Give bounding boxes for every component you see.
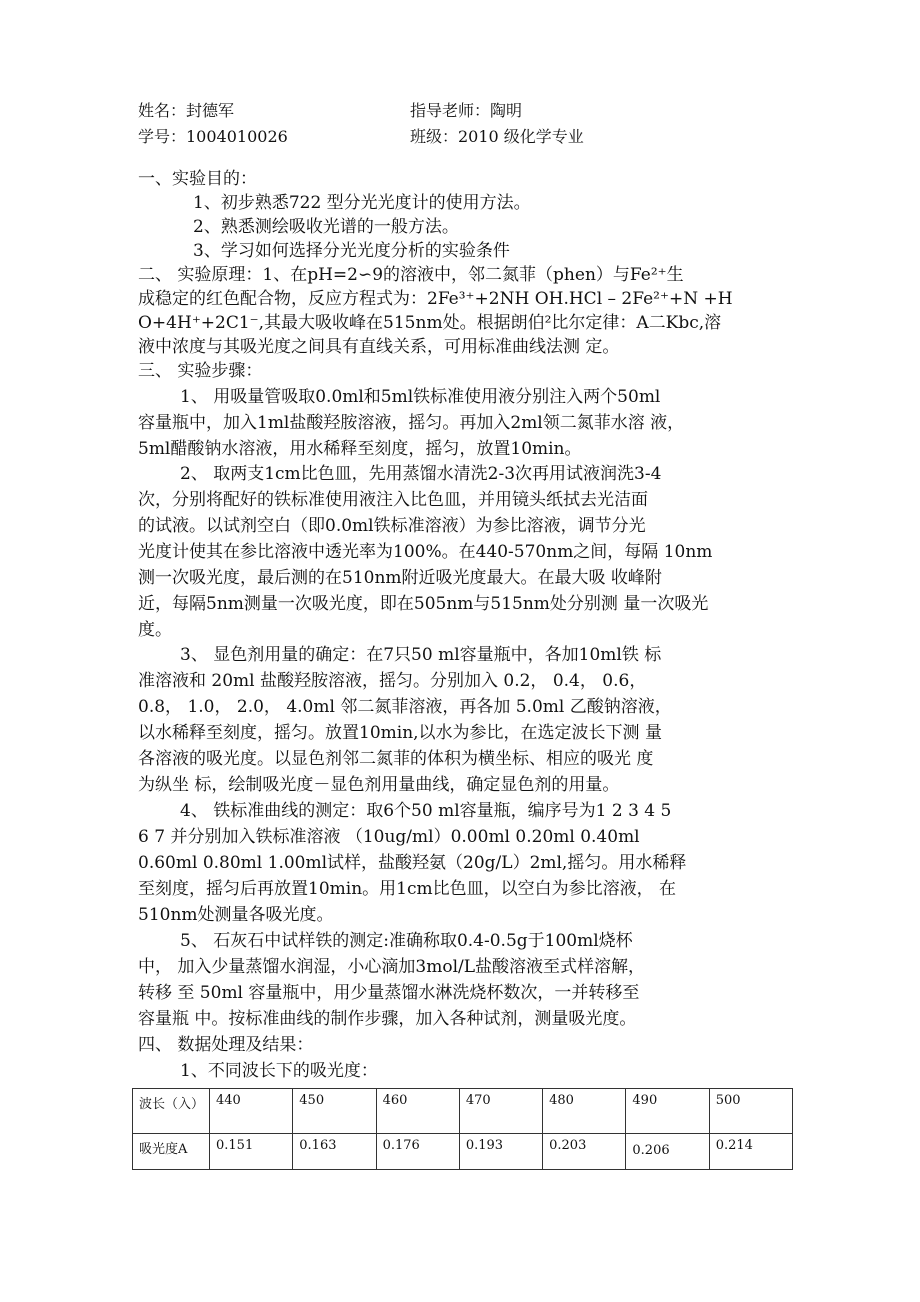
absorbance-cell: 0.176 <box>376 1134 459 1170</box>
student-id: 学号：1004010026 <box>138 127 288 146</box>
principle-line-2: 成稳定的红色配合物，反应方程式为：2Fe³⁺+2NH OH.HCl – 2Fe²⁺+N +H <box>138 289 733 309</box>
row-label-wavelength: 波长（入） <box>133 1089 210 1134</box>
step-3-line-4: 以水稀释至刻度，摇匀。放置10min,以水为参比，在选定波长下测 量 <box>138 723 662 743</box>
step-3-line-2: 准溶液和 20ml 盐酸羟胺溶液，摇匀。分别加入 0.2， 0.4， 0.6， <box>138 671 647 691</box>
step-4-line-5: 510nm处测量各吸光度。 <box>138 905 334 925</box>
absorbance-cell: 0.203 <box>543 1134 626 1170</box>
table-row <box>133 1134 793 1170</box>
step-5-line-3: 转移 至 50ml 容量瓶中，用少量蒸馏水淋洗烧杯数次，一并转移至 <box>138 983 640 1003</box>
step-2-line-5: 测一次吸光度，最后测的在510nm附近吸光度最大。在最大吸 收峰附 <box>138 568 662 588</box>
section-4-heading: 四、 数据处理及结果： <box>138 1035 314 1055</box>
absorbance-table <box>132 1088 793 1170</box>
objective-1: 1、初步熟悉722 型分光光度计的使用方法。 <box>193 193 531 213</box>
step-2-line-4: 光度计使其在参比溶液中透光率为100%。在440-570nm之间，每隔 10nm <box>138 542 713 562</box>
absorbance-cell: 0.206 <box>626 1134 709 1170</box>
table-row <box>133 1089 793 1134</box>
absorbance-cell: 0.193 <box>459 1134 542 1170</box>
wavelength-cell: 500 <box>709 1089 792 1134</box>
wavelength-cell: 490 <box>626 1089 709 1134</box>
principle-line-1: 二、 实验原理：1、在pH=2∽9的溶液中，邻二氮菲（phen）与Fe²⁺生 <box>138 265 684 285</box>
step-5-line-4: 容量瓶 中。按标准曲线的制作步骤，加入各种试剂，测量吸光度。 <box>138 1009 637 1029</box>
student-name: 姓名：封德军 <box>138 101 235 120</box>
section-1-heading: 一、实验目的： <box>138 169 257 189</box>
objective-2: 2、熟悉测绘吸收光谱的一般方法。 <box>193 217 459 237</box>
wavelength-cell: 460 <box>376 1089 459 1134</box>
principle-line-4: 液中浓度与其吸光度之间具有直线关系，可用标准曲线法测 定。 <box>138 337 620 357</box>
step-3-line-6: 为纵坐 标，绘制吸光度－显色剂用量曲线，确定显色剂的用量。 <box>138 775 620 795</box>
principle-line-3: O+4H⁺+2C1⁻,其最大吸收峰在515nm处。根据朗伯²比尔定律：A二Kbc,溶 <box>138 313 722 333</box>
wavelength-cell: 470 <box>459 1089 542 1134</box>
step-5-line-2: 中， 加入少量蒸馏水润湿，小心滴加3mol/L盐酸溶液至式样溶解， <box>138 957 646 977</box>
row-label-absorbance: 吸光度A <box>133 1134 210 1170</box>
step-4-line-1: 4、 铁标准曲线的测定：取6个50 ml容量瓶，编序号为1 2 3 4 5 <box>180 801 672 821</box>
step-2-line-7: 度。 <box>138 620 172 640</box>
class-name: 班级：2010 级化学专业 <box>410 127 584 146</box>
result-1-heading: 1、不同波长下的吸光度： <box>180 1061 378 1081</box>
wavelength-cell: 440 <box>210 1089 293 1134</box>
step-2-line-6: 近，每隔5nm测量一次吸光度，即在505nm与515nm处分别测 量一次吸光 <box>138 594 709 614</box>
step-3-line-5: 各溶液的吸光度。以显色剂邻二氮菲的体积为横坐标、相应的吸光 度 <box>138 749 654 769</box>
step-4-line-2: 6 7 并分别加入铁标准溶液 （10ug/ml）0.00ml 0.20ml 0.40ml <box>138 827 640 847</box>
objective-3: 3、学习如何选择分光光度分析的实验条件 <box>193 241 510 261</box>
step-2-line-3: 的试液。以试剂空白（即0.0ml铁标准溶液）为参比溶液，调节分光 <box>138 516 646 536</box>
absorbance-cell: 0.151 <box>210 1134 293 1170</box>
step-4-line-4: 至刻度，摇匀后再放置10min。用1cm比色皿，以空白为参比溶液， 在 <box>138 879 676 899</box>
step-2-line-1: 2、 取两支1cm比色皿，先用蒸馏水清洗2-3次再用试液润洗3-4 <box>180 464 662 484</box>
advisor-name: 指导老师：陶明 <box>410 101 523 120</box>
wavelength-cell: 450 <box>293 1089 376 1134</box>
step-5-line-1: 5、 石灰石中试样铁的测定:准确称取0.4-0.5g于100ml烧杯 <box>180 931 633 951</box>
step-1-line-1: 1、 用吸量管吸取0.0ml和5ml铁标准使用液分别注入两个50ml <box>180 387 661 407</box>
step-3-line-3: 0.8， 1.0， 2.0， 4.0ml 邻二氮菲溶液，再各加 5.0ml 乙酸钠溶液， <box>138 697 672 717</box>
step-3-line-1: 3、 显色剂用量的确定：在7只50 ml容量瓶中，各加10ml铁 标 <box>180 645 662 665</box>
step-2-line-2: 次，分别将配好的铁标准使用液注入比色皿，并用镜头纸拭去光洁面 <box>138 490 648 510</box>
wavelength-cell: 480 <box>543 1089 626 1134</box>
step-1-line-2: 容量瓶中，加入1ml盐酸羟胺溶液，摇匀。再加入2ml领二氮菲水溶 液， <box>138 413 685 433</box>
section-3-heading: 三、 实验步骤： <box>138 361 263 381</box>
absorbance-cell: 0.214 <box>709 1134 792 1170</box>
step-4-line-3: 0.60ml 0.80ml 1.00ml试样，盐酸羟氨（20g/L）2ml,摇匀。用水稀释 <box>138 853 687 873</box>
absorbance-cell: 0.163 <box>293 1134 376 1170</box>
step-1-line-3: 5ml醋酸钠水溶液，用水稀释至刻度，摇匀，放置10min。 <box>138 439 582 459</box>
